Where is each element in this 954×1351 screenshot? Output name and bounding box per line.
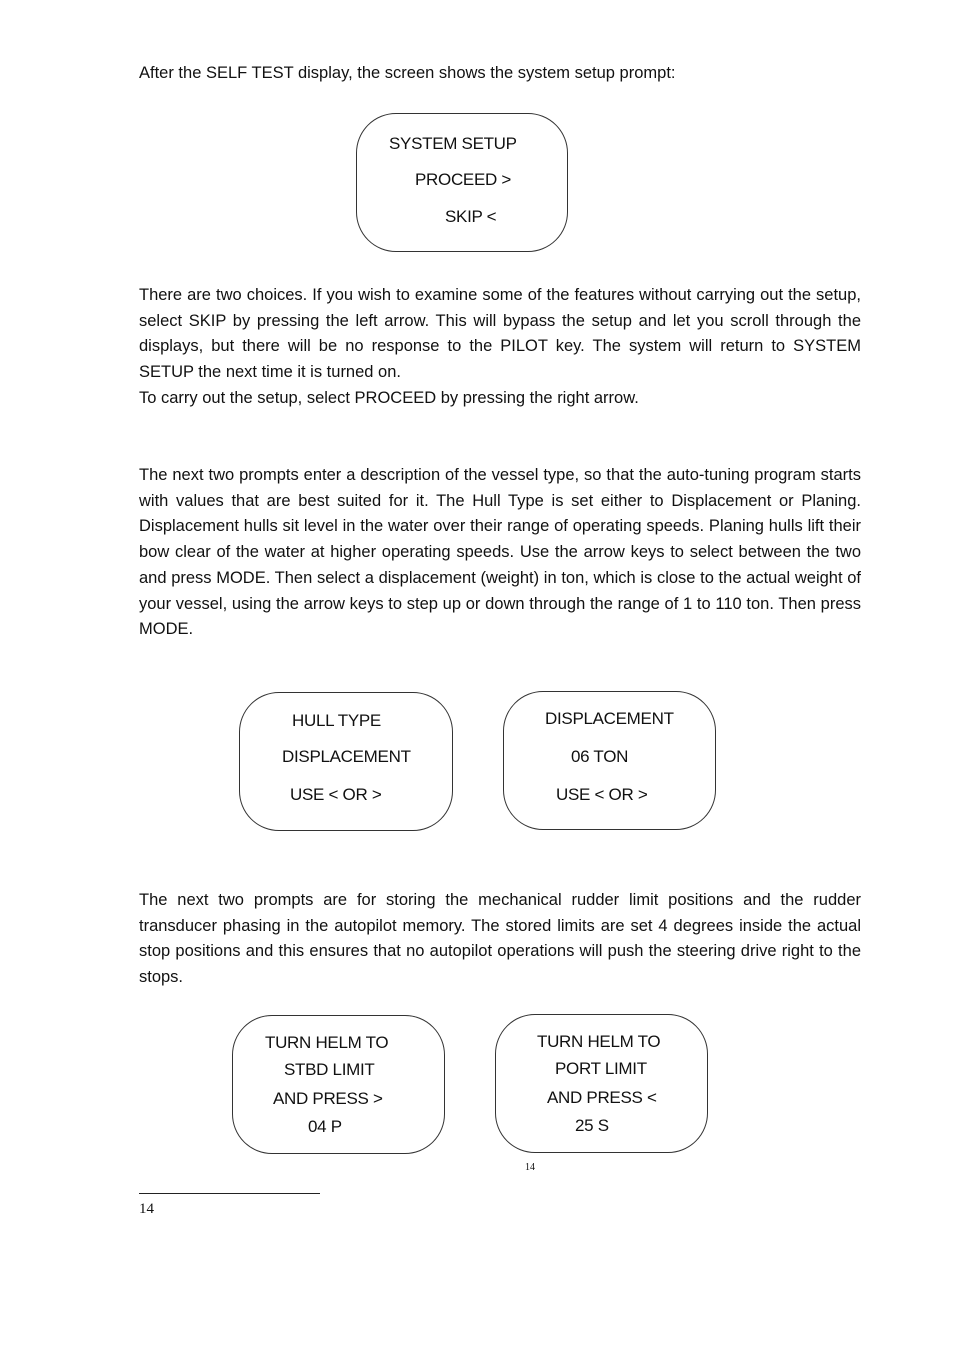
lcd-hull-type (239, 692, 453, 831)
lcd-line: TURN HELM TO (265, 1033, 389, 1052)
footnote-reference-mark: 14 (525, 1162, 535, 1173)
lcd-line: DISPLACEMENT (545, 709, 674, 728)
intro-text: After the SELF TEST display, the screen shows the system setup prompt: (139, 64, 676, 82)
lcd-line: PROCEED > (415, 170, 512, 189)
lcd-line: PORT LIMIT (555, 1059, 647, 1078)
lcd-line: AND PRESS < (547, 1088, 657, 1107)
lcd-line: 25 S (575, 1116, 609, 1135)
rudder-limits-paragraph: The next two prompts are for storing the mechanical rudder limit positions and the rudder transducer phasing in the autopilot memory. The stored limits are set 4 degrees inside the actual stop positions and this ensures that no autopilot operations will push the steering drive right to the stops. (139, 891, 861, 987)
lcd-line: STBD LIMIT (284, 1060, 375, 1079)
lcd-line: 06 TON (571, 747, 629, 766)
lcd-stbd-limit (232, 1015, 445, 1154)
footnote-separator (139, 1193, 320, 1194)
lcd-line: HULL TYPE (292, 711, 381, 730)
lcd-line: SKIP < (445, 207, 497, 226)
vessel-type-paragraph: The next two prompts enter a description of the vessel type, so that the auto-tuning program starts with values that are best suited for it. The Hull Type is set either to Displacement or Planing. Displacement hulls sit level in the water over their range of operating speeds. Planing hulls lift their bow clear of the water at higher operating speeds. Use the arrow keys to select between the two and press MODE. Then select a displacement (weight) in ton, which is close to the actual weight of your vessel, using the arrow keys to step up or down through the range of 1 to 110 ton. Then press MODE. (139, 466, 861, 639)
proceed-paragraph: To carry out the setup, select PROCEED by pressing the right arrow. (139, 389, 639, 407)
lcd-line: AND PRESS > (273, 1089, 383, 1108)
lcd-line: TURN HELM TO (537, 1032, 661, 1051)
lcd-line: USE < OR > (556, 785, 648, 804)
lcd-line: 04 P (308, 1117, 342, 1136)
choices-paragraph: There are two choices. If you wish to examine some of the features without carrying out the setup, select SKIP by pressing the left arrow. This will bypass the setup and let you scroll through the displays, but there will be no response to the PILOT key. The system will return to SYSTEM SETUP the next time it is turned on. (139, 286, 861, 382)
footnote-number: 14 (139, 1201, 154, 1217)
lcd-line: DISPLACEMENT (282, 747, 411, 766)
lcd-port-limit (495, 1014, 708, 1153)
lcd-displacement (503, 691, 716, 830)
lcd-system-setup (356, 113, 568, 252)
lcd-line: USE < OR > (290, 785, 382, 804)
lcd-line: SYSTEM SETUP (389, 134, 517, 153)
